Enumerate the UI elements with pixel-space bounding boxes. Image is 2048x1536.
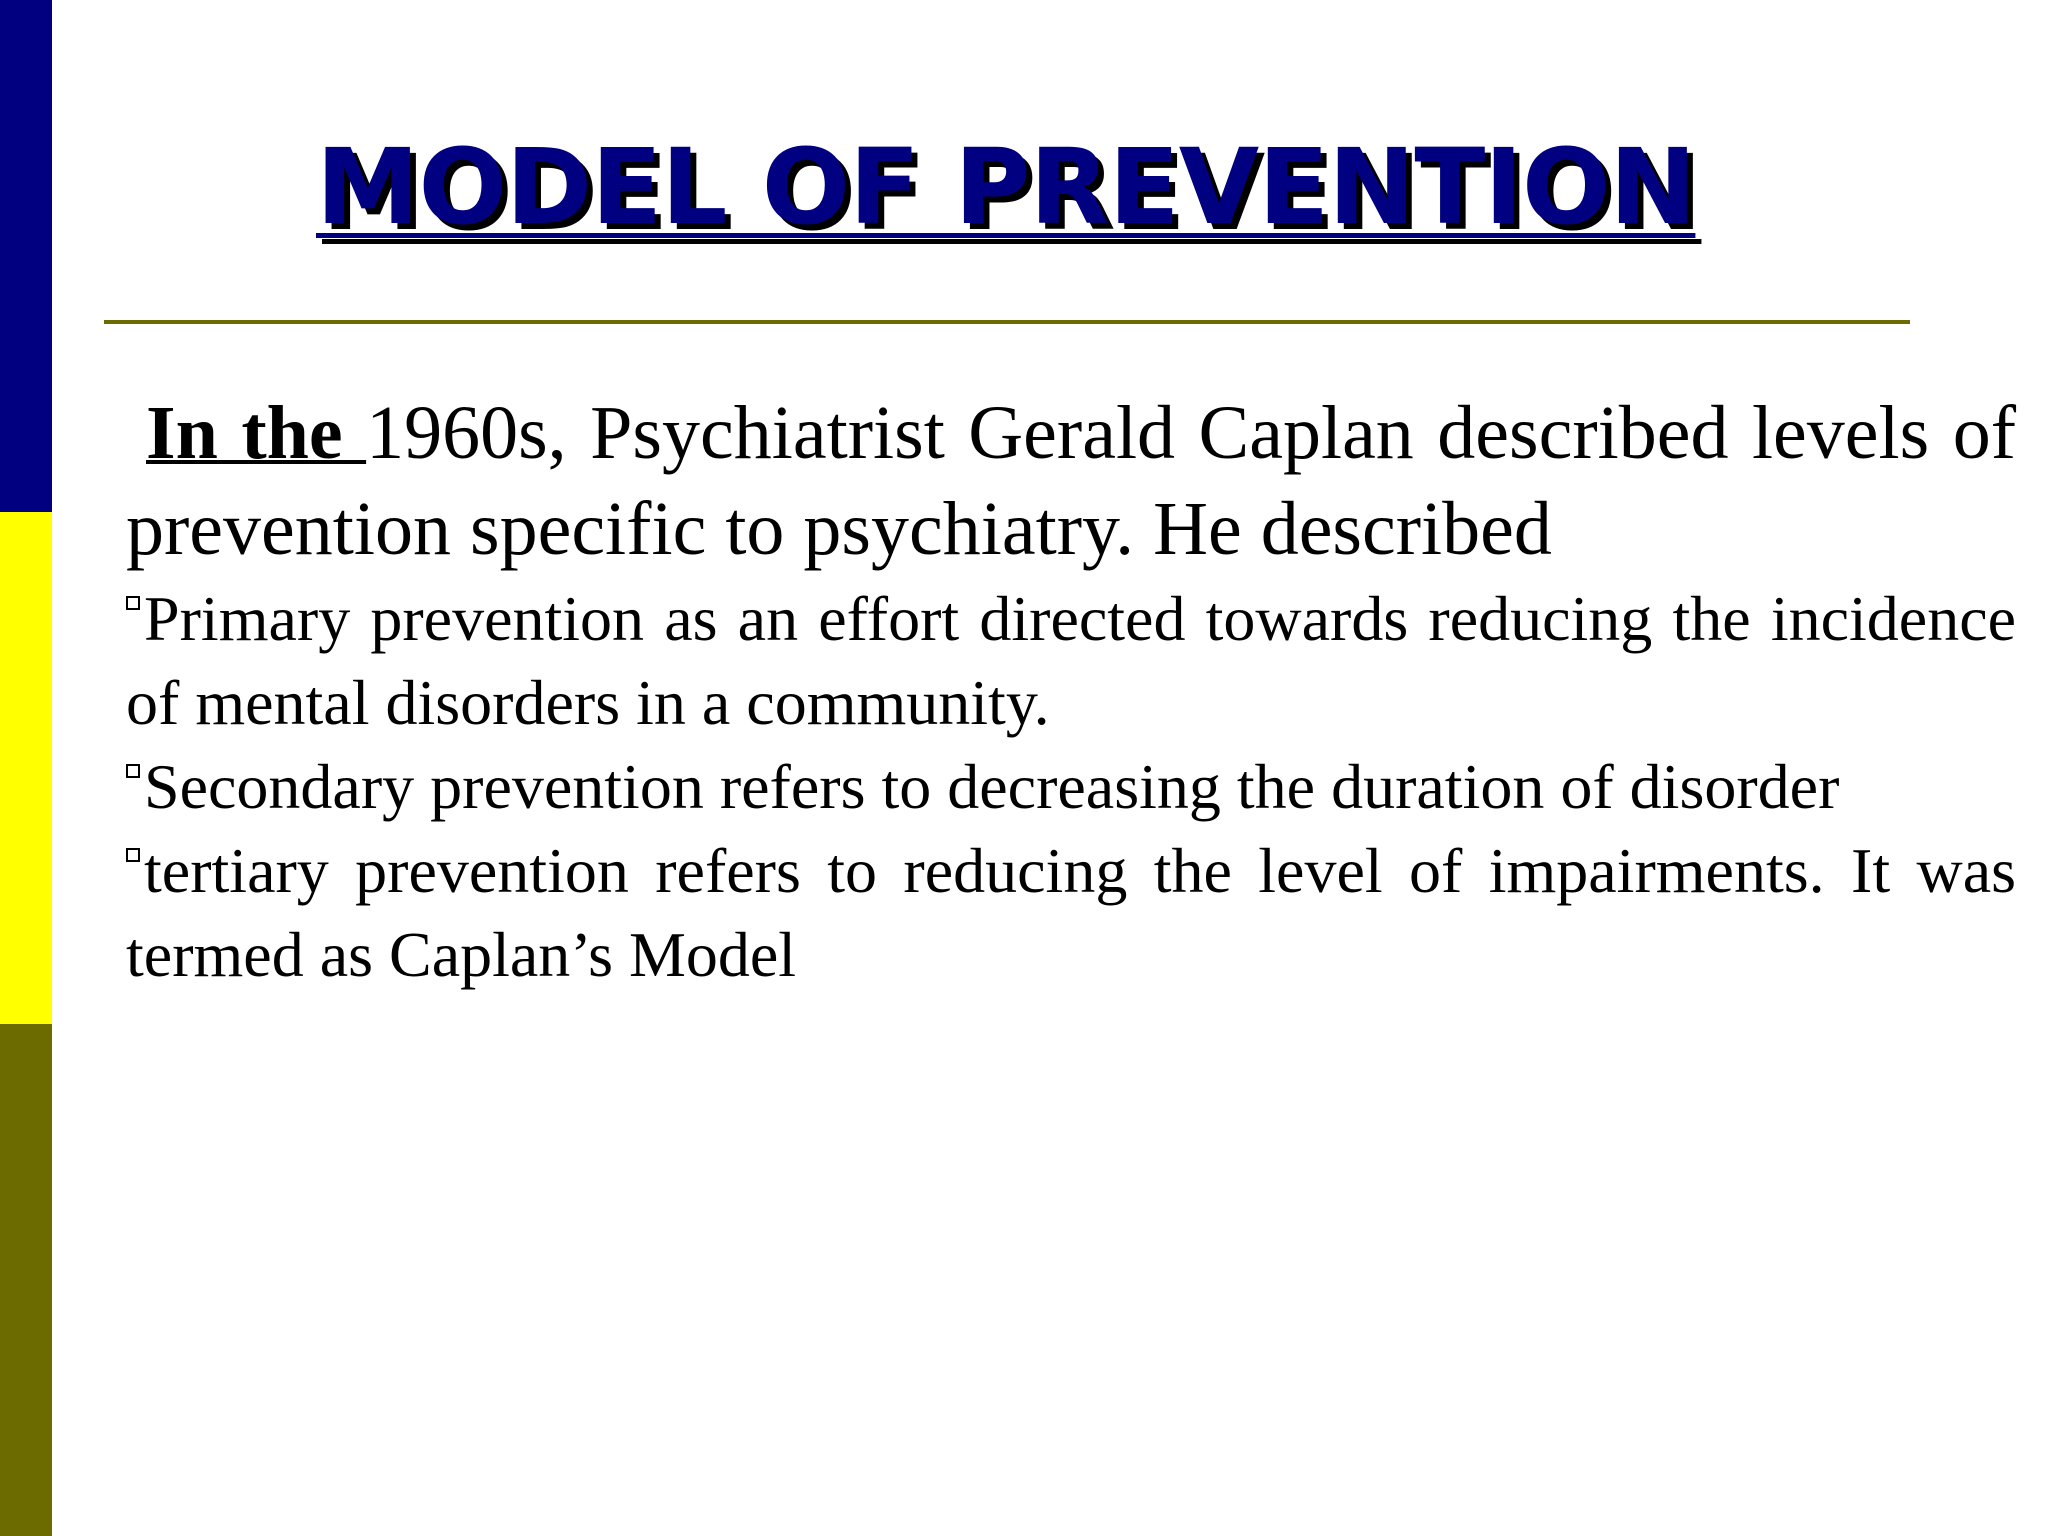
bullet-text: tertiary prevention refers to reducing the level of impairments. It was termed as Caplan’s Model bbox=[126, 835, 2016, 990]
square-bullet-icon bbox=[126, 764, 140, 778]
slide-body bbox=[126, 385, 2016, 997]
square-bullet-icon bbox=[126, 848, 140, 862]
intro-lead: In the bbox=[146, 391, 367, 475]
bullet-point bbox=[126, 829, 2016, 997]
sidebar-yellow-band bbox=[0, 512, 52, 1024]
bullet-point bbox=[126, 745, 2016, 829]
sidebar-olive-band bbox=[0, 1024, 52, 1536]
title-divider bbox=[104, 320, 1910, 324]
intro-paragraph bbox=[126, 385, 2016, 577]
bullet-text: Secondary prevention refers to decreasing the duration of disorder bbox=[144, 751, 1840, 822]
square-bullet-icon bbox=[126, 596, 140, 610]
intro-text: 1960s, Psychiatrist Gerald Caplan described levels of prevention specific to psychiatry. He described bbox=[126, 391, 2016, 571]
bullet-text: Primary prevention as an effort directed towards reducing the incidence of mental disorders in a community. bbox=[126, 583, 2016, 738]
bullet-point bbox=[126, 577, 2016, 745]
slide-title: MODEL OF PREVENTION bbox=[316, 126, 1696, 248]
sidebar-blue-band bbox=[0, 0, 52, 512]
